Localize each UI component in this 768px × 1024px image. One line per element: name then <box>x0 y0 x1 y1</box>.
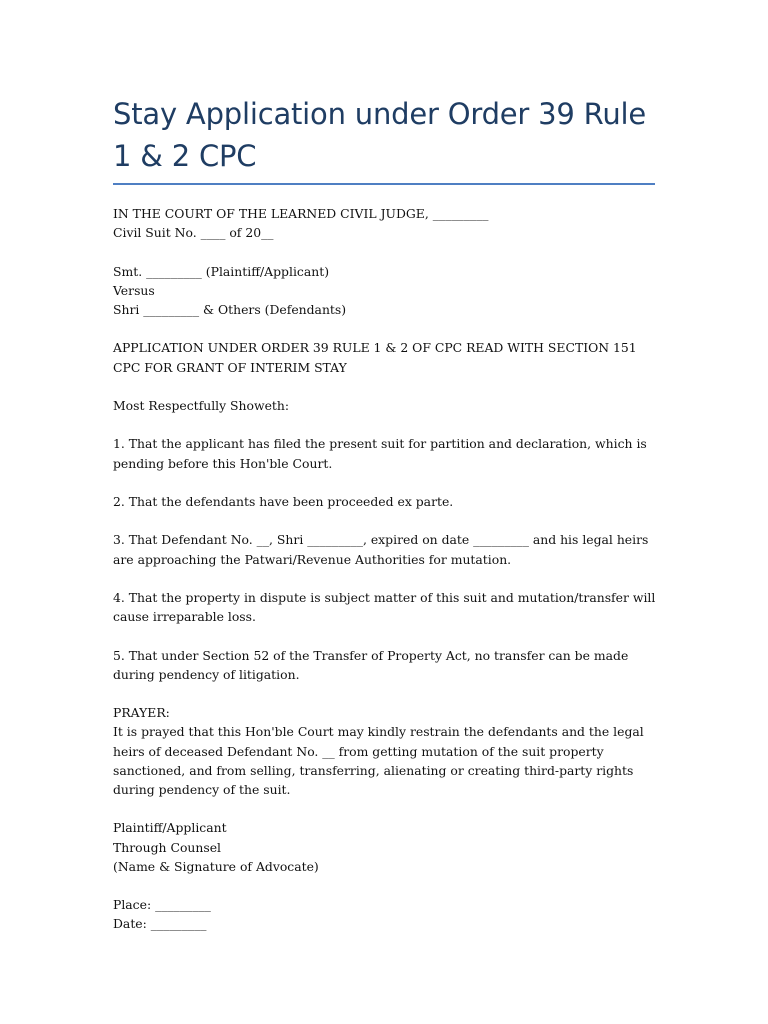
point-2: 2. That the defendants have been proceeded ex parte. <box>113 493 454 509</box>
application-heading: APPLICATION UNDER ORDER 39 RULE 1 & 2 OF CPC READ WITH SECTION 151 CPC FOR GRANT OF INTERIM STAY <box>113 340 637 375</box>
defendants-line: Shri _________ & Others (Defendants) <box>113 302 347 317</box>
plaintiff-line: Smt. _________ (Plaintiff/Applicant) <box>113 263 330 279</box>
court-line: IN THE COURT OF THE LEARNED CIVIL JUDGE, _________ <box>113 206 489 221</box>
prayer-block <box>113 703 658 799</box>
prayer-text: It is prayed that this Hon'ble Court may kindly restrain the defendants and the legal heirs of deceased Defendant No. __ from getting mutation of the suit property sanctioned, and from selling, transferring, alienating or creating third-party rights during pendency of the suit. <box>113 724 644 797</box>
signature-advocate: (Name & Signature of Advocate) <box>113 858 319 874</box>
salutation: Most Respectfully Showeth: <box>113 397 290 413</box>
title-underline <box>113 183 655 185</box>
signature-party: Plaintiff/Applicant <box>113 820 227 836</box>
point-3: 3. That Defendant No. __, Shri _________, expired on date _________ and his legal heirs are approaching the Patwari/Revenue Authorities for mutation. <box>113 532 649 567</box>
suit-number: Civil Suit No. ____ of 20__ <box>113 225 274 241</box>
signature-block <box>113 818 658 876</box>
place-date-block <box>113 895 658 933</box>
point-5: 5. That under Section 52 of the Transfer of Property Act, no transfer can be made during pendency of litigation. <box>113 647 629 682</box>
signature-through: Through Counsel <box>113 839 222 855</box>
point-1: 1. That the applicant has filed the present suit for partition and declaration, which is pending before this Hon'ble Court. <box>113 436 647 471</box>
date-line: Date: _________ <box>113 916 207 932</box>
parties-block <box>113 262 658 320</box>
point-4: 4. That the property in dispute is subject matter of this suit and mutation/transfer will cause irreparable loss. <box>113 589 656 625</box>
document-page <box>113 0 658 953</box>
document-body <box>113 204 658 934</box>
court-block <box>113 204 658 242</box>
document-title: Stay Application under Order 39 Rule 1 & 2 CPC <box>113 97 647 173</box>
versus-line: Versus <box>113 282 155 298</box>
prayer-heading: PRAYER: <box>113 705 170 721</box>
place-line: Place: _________ <box>113 897 211 913</box>
